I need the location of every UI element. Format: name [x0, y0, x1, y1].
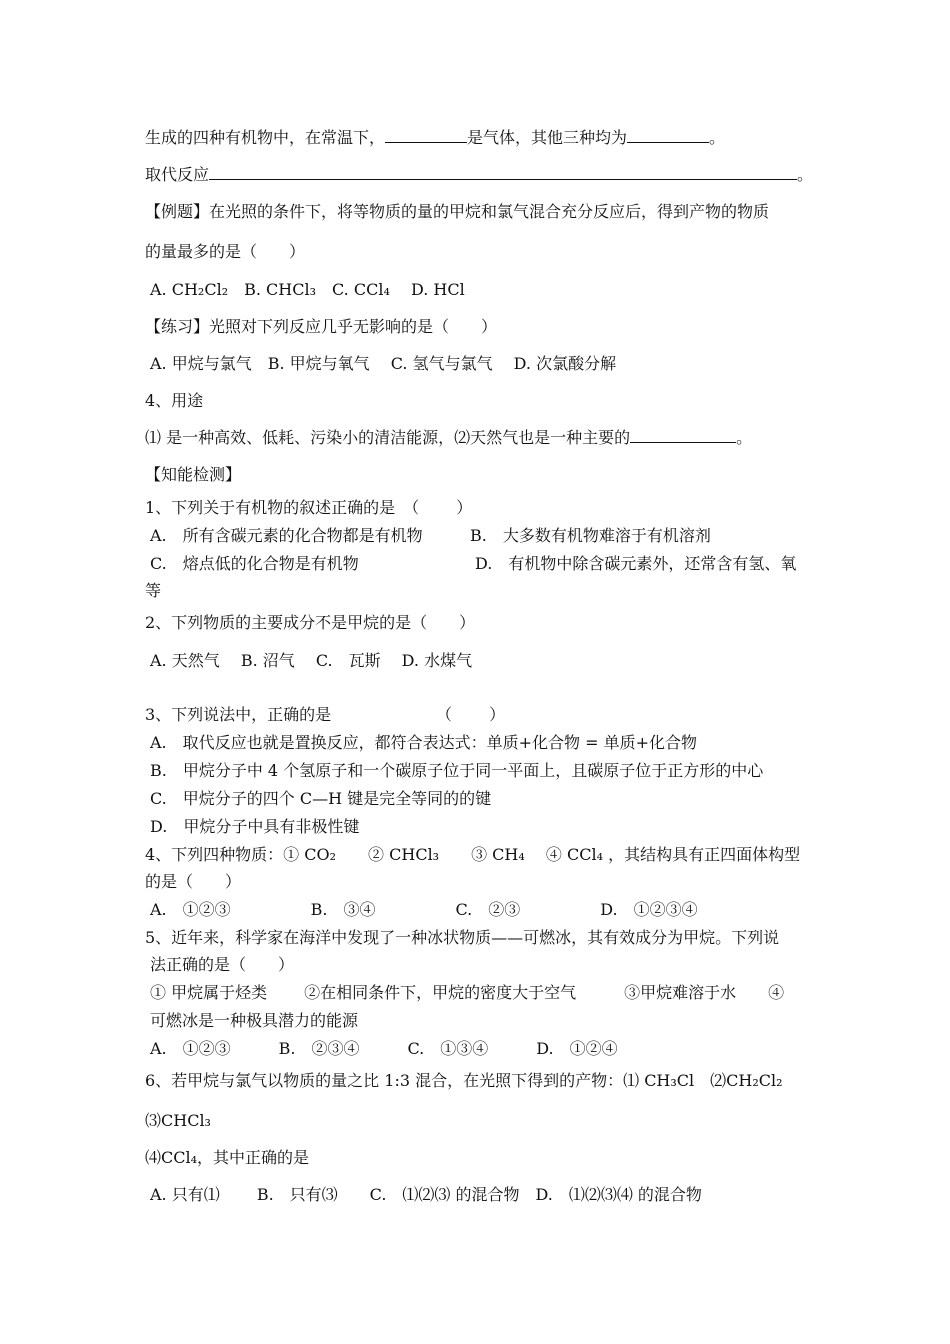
- question-5-statements-cont: 可燃冰是一种极具潜力的能源: [150, 1011, 359, 1030]
- text: 取代反应: [145, 165, 210, 184]
- text: 生成的四种有机物中，在常温下，: [145, 128, 386, 147]
- text: 。: [736, 428, 753, 447]
- text: ⑴ 是一种高效、低耗、污染小的清洁能源，⑵天然气也是一种主要的: [145, 428, 631, 447]
- question-4-options: A. ①②③ B. ③④ C. ②③ D. ①②③④: [150, 900, 698, 919]
- answer-blank: [385, 128, 467, 143]
- question-6: 6、若甲烷与氯气以物质的量之比 1:3 混合，在光照下得到的产物：⑴ CH₃Cl ⑵CH₂Cl₂: [145, 1071, 783, 1090]
- option-d-cont: 等: [145, 581, 162, 600]
- question-4: 4、下列四种物质：① CO₂ ② CHCl₃ ③ CH₄ ④ CCl₄ ，其结构具有正四面体构型: [145, 845, 801, 864]
- option-a: A. 所有含碳元素的化合物都是有机物: [150, 526, 423, 545]
- option-d: D. 有机物中除含碳元素外，还常含有氢、氧: [475, 554, 797, 573]
- option-b: B. 甲烷分子中 4 个氢原子和一个碳原子位于同一平面上，且碳原子位于正方形的中心: [150, 761, 764, 780]
- answer-parentheses: （ ）: [436, 705, 506, 724]
- text: 是气体，其他三种均为: [467, 128, 628, 147]
- question-5: 5、近年来，科学家在海洋中发现了一种冰状物质——可燃冰，其有效成分为甲烷。下列说: [145, 928, 780, 947]
- option-b: B. 大多数有机物难溶于有机溶剂: [470, 526, 711, 545]
- question-2: 2、下列物质的主要成分不是甲烷的是（ ）: [145, 613, 476, 632]
- usage-line: [145, 428, 752, 448]
- question-6-cont: ⑷CCl₄，其中正确的是: [145, 1148, 310, 1167]
- text: 。: [709, 128, 726, 147]
- question-5-statements: ① 甲烷属于烃类 ②在相同条件下，甲烷的密度大于空气 ③甲烷难溶于水 ④: [150, 983, 785, 1002]
- question-4-cont: 的是（ ）: [145, 872, 242, 891]
- answer-blank: [630, 428, 736, 443]
- question-5-options: A. ①②③ B. ②③④ C. ①③④ D. ①②④: [150, 1039, 618, 1058]
- answer-blank: [627, 128, 709, 143]
- text: 。: [797, 165, 814, 184]
- practice-question: 【练习】光照对下列反应几乎无影响的是（ ）: [145, 317, 498, 336]
- answer-blank: [209, 165, 797, 180]
- section-heading: 4、用途: [145, 391, 204, 410]
- example-question-cont: 的量最多的是（ ）: [145, 242, 306, 261]
- option-a: A. 取代反应也就是置换反应，都符合表达式：单质+化合物 = 单质+化合物: [150, 733, 698, 752]
- question-5-cont: 法正确的是（ ）: [150, 955, 295, 974]
- section-heading: 【知能检测】: [145, 465, 242, 484]
- example-options: A. CH₂Cl₂ B. CHCl₃ C. CCl₄ D. HCl: [150, 280, 465, 299]
- option-d: D. 甲烷分子中具有非极性键: [150, 817, 360, 836]
- practice-options: A. 甲烷与氯气 B. 甲烷与氧气 C. 氢气与氯气 D. 次氯酸分解: [150, 354, 617, 373]
- option-c: C. 熔点低的化合物是有机物: [150, 554, 359, 573]
- question-1: 1、下列关于有机物的叙述正确的是 （ ）: [145, 498, 473, 517]
- question-6-cont: ⑶CHCl₃: [145, 1111, 211, 1130]
- example-question: 【例题】在光照的条件下，将等物质的量的甲烷和氯气混合充分反应后，得到产物的物质: [145, 202, 770, 221]
- question-2-options: A. 天然气 B. 沼气 C. 瓦斯 D. 水煤气: [150, 651, 473, 670]
- fill-in-line-1: [145, 128, 725, 148]
- question-3: 3、下列说法中，正确的是: [145, 705, 332, 724]
- question-6-options: A. 只有⑴ B. 只有⑶ C. ⑴⑵⑶ 的混合物 D. ⑴⑵⑶⑷ 的混合物: [150, 1185, 702, 1204]
- fill-in-line-2: [145, 165, 813, 185]
- option-c: C. 甲烷分子的四个 C—H 键是完全等同的的键: [150, 789, 492, 808]
